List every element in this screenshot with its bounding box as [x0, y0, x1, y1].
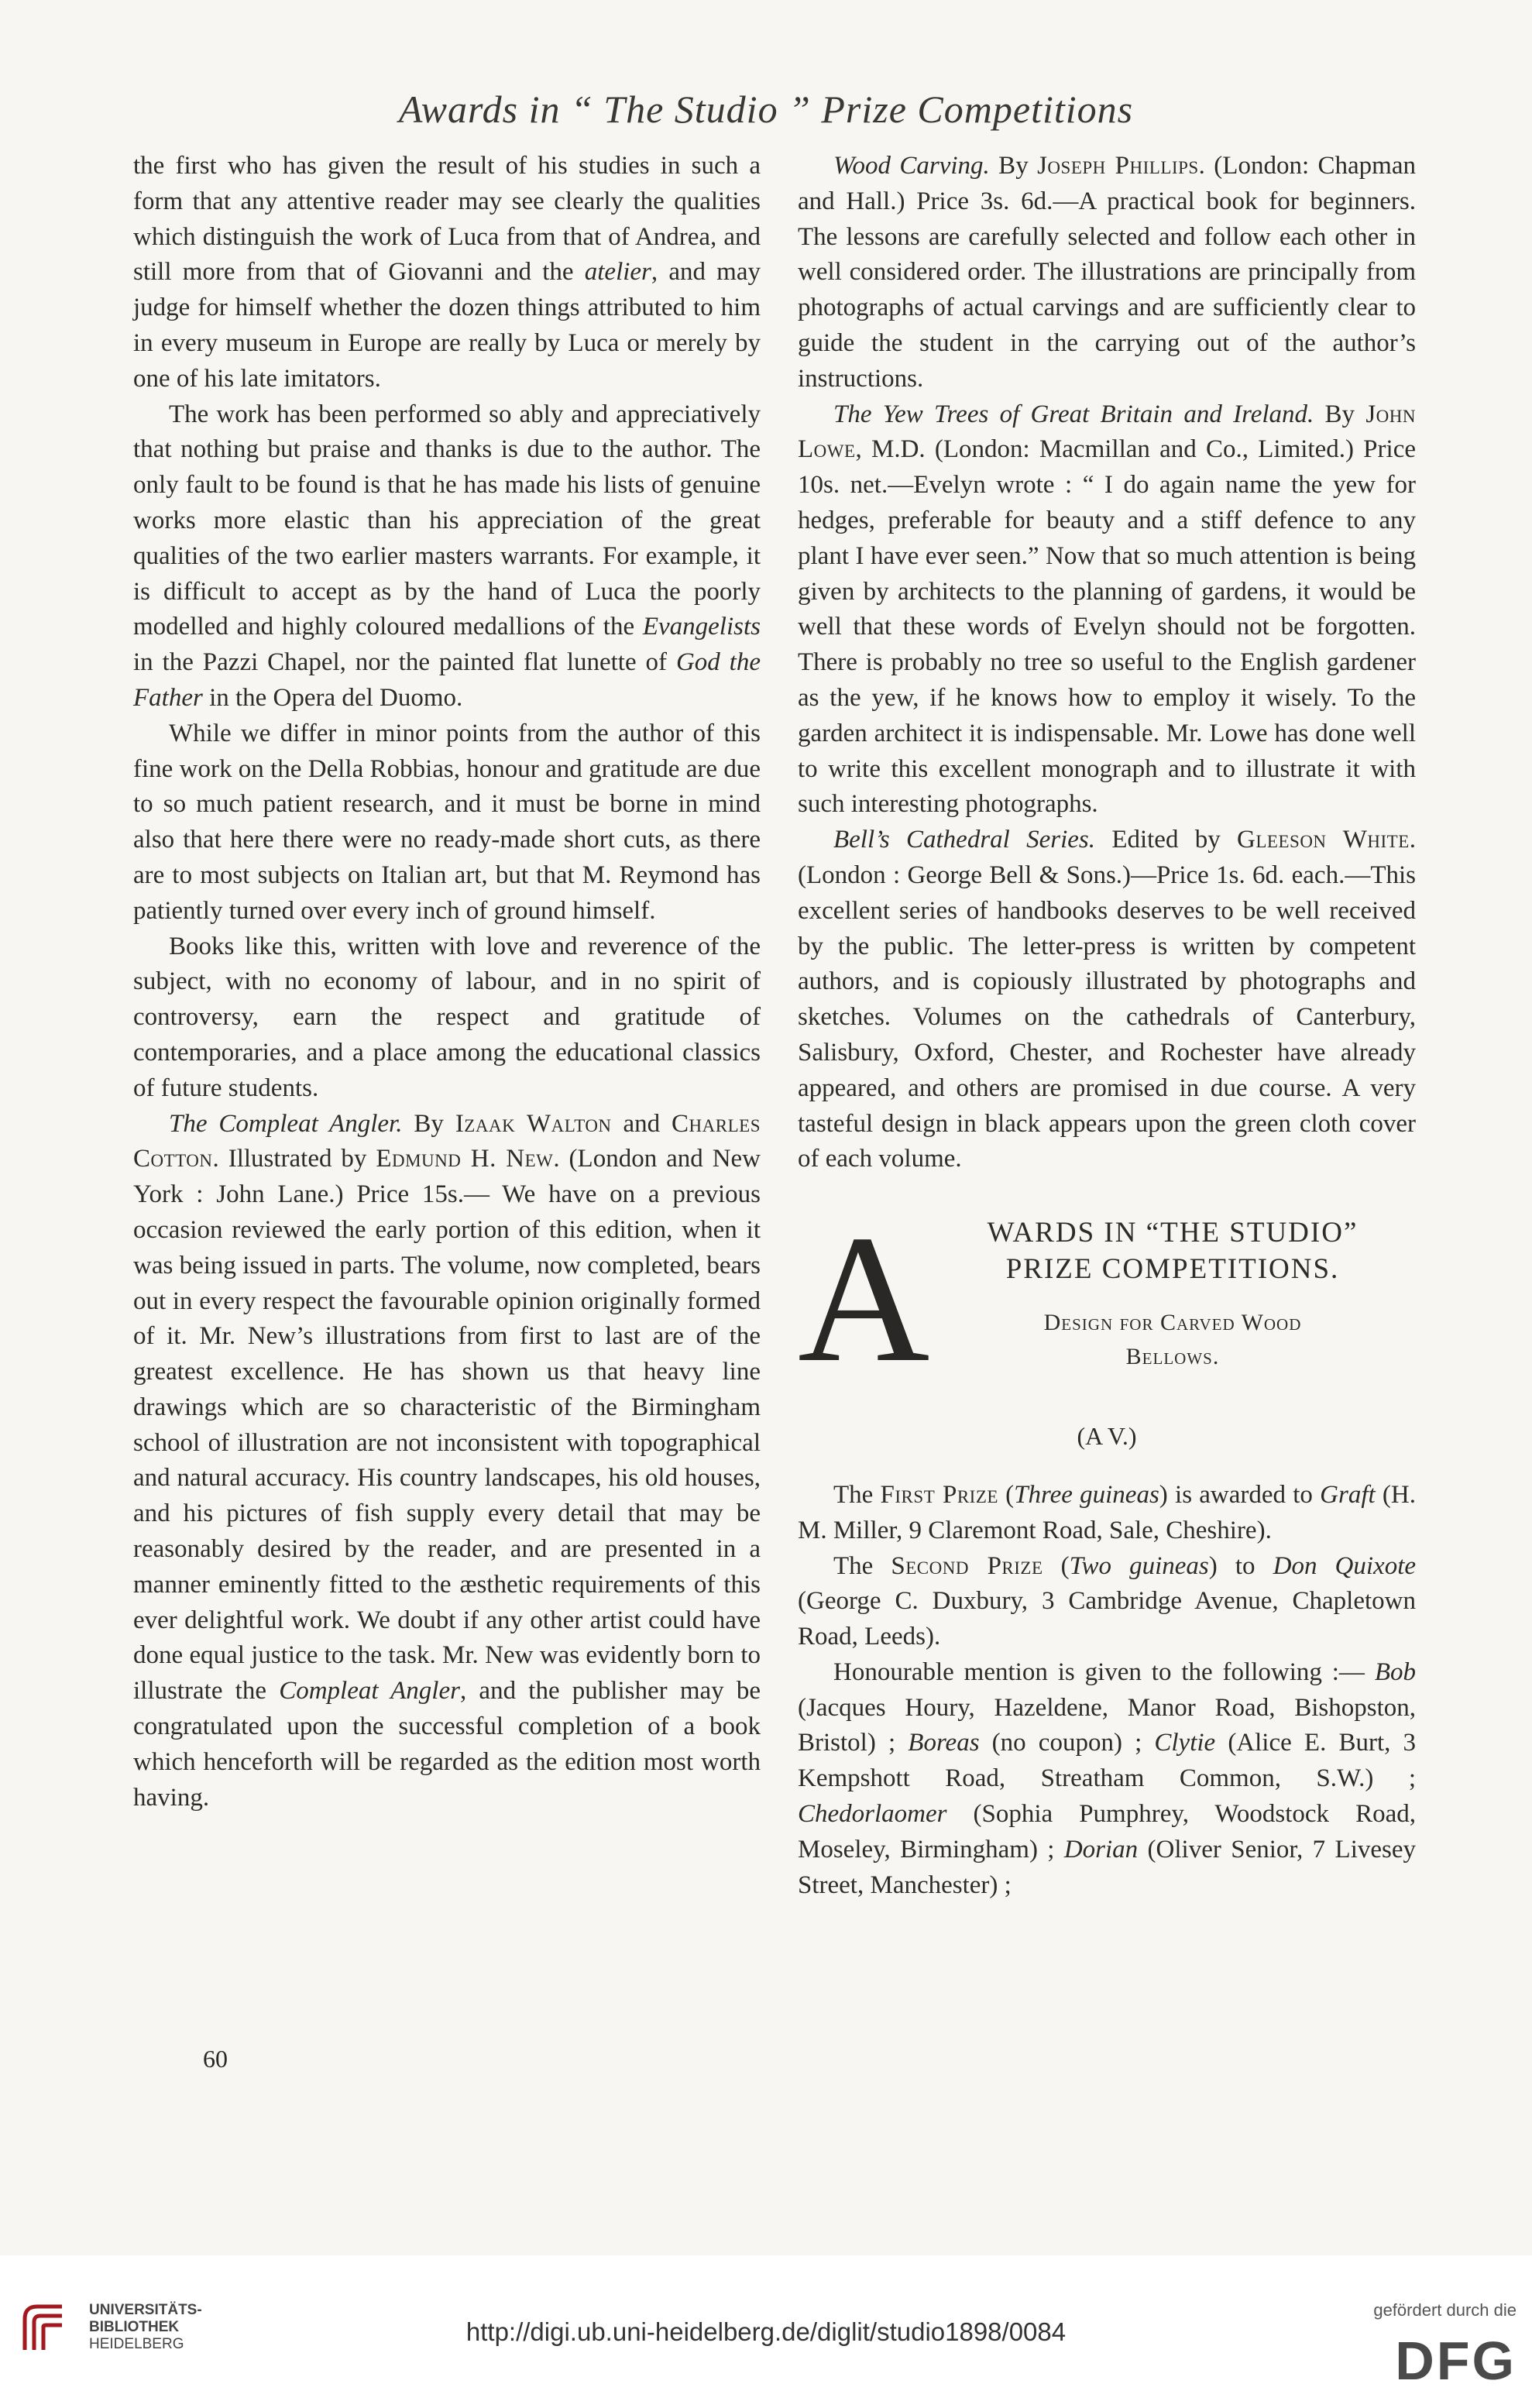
paragraph: The work has been performed so ably and appreciatively that nothing but praise and thanks is due to the author. The only fault to be found is that he has made his lists of genuine works more elastic than his appreciation of the great qualities of the two earlier masters warrants. For example, it is difficult to accept as by the hand of Luca the poorly modelled and highly coloured medallions of the Evangelists in the Pazzi Chapel, nor the painted flat lunette of God the Father in the Opera del Duomo. [133, 400, 761, 712]
left-column [133, 149, 761, 1815]
funding-note: gefördert durch die [1373, 2300, 1517, 2320]
paragraph: the first who has given the result of his studies in such a form that any attentive reader may see clearly the qualities which distinguish the work of Luca from that of Andrea, and still more from that of Giovanni and the atelier, and may judge for himself whether the dozen things attributed to him in every museum in Europe are really by Luca or merely by one of his late imitators. [133, 152, 761, 393]
competition-code: (A V.) [1077, 1422, 1137, 1451]
first-prize: The First Prize (Three guineas) is awarded to Graft (H. M. Miller, 9 Claremont Road, Sale, Cheshire). [798, 1480, 1416, 1544]
paragraph: While we differ in minor points from the author of this fine work on the Della Robbias, honour and gratitude are due to so much patient research, and it must be borne in mind also that here there were no ready-made short cuts, as there are to most subjects on Italian art, but that M. Reymond has patiently turned over every inch of ground himself. [133, 719, 761, 925]
running-head: Awards in “ The Studio ” Prize Competitions [398, 88, 1134, 131]
page-number: 60 [203, 2045, 228, 2073]
review-yew-trees: The Yew Trees of Great Britain and Ireland. By John Lowe, M.D. (London: Macmillan and Co., Limited.) Price 10s. net.—Evelyn wrote : “ I do again name the yew for hedges, preferable for beauty and a stiff defence to any plant I have ever seen.” Now that so much attention is being given by architects to the planning of gardens, it would be well that these words of Evelyn should not be forgotten. There is probably no tree so useful to the English gardener as the yew, if he knows how to employ it wisely. To the garden architect it is indispensable. Mr. Lowe has done well to write this excellent monograph and to illustrate it with such interesting photographs. [798, 400, 1416, 819]
dfg-logo: DFG [1395, 2331, 1517, 2391]
awards-title: WARDS IN “THE STUDIO” PRIZE COMPETITIONS. Design for Carved Wood Bellows. [929, 1214, 1416, 1374]
honourable-mention: Honourable mention is given to the following :— Bob (Jacques Houry, Hazeldene, Manor Road, Bishopston, Bristol) ; Boreas (no coupon) ; Clytie (Alice E. Burt, 3 Kempshott Road, Streatham Common, S.W.) ; Chedorlaomer (Sophia Pumphrey, Woodstock Road, Moseley, Birmingham) ; Dorian (Oliver Senior, 7 Livesey Street, Manchester) ; [798, 1657, 1417, 1899]
right-column [798, 149, 1416, 1903]
review-wood-carving: Wood Carving. By Joseph Phillips. (London: Chapman and Hall.) Price 3s. 6d.—A practical book for beginners. The lessons are carefully selected and follow each other in well considered order. The illustrations are principally from photographs of actual carvings and are sufficiently clear to guide the student in the carrying out of the author’s instructions. [798, 152, 1416, 393]
awards-heading [798, 1198, 1416, 1424]
second-prize: The Second Prize (Two guineas) to Don Quixote (George C. Duxbury, 3 Cambridge Avenue, Chapletown Road, Leeds). [798, 1551, 1417, 1651]
permalink[interactable]: http://digi.ub.uni-heidelberg.de/diglit/studio1898/0084 [465, 2317, 1067, 2346]
drop-cap: A [798, 1198, 930, 1401]
review-bells-cathedral: Bell’s Cathedral Series. Edited by Gleeson White. (London : George Bell & Sons.)—Price 1s. 6d. each.—This excellent series of handbooks deserves to be well received by the public. The letter-press is written by competent authors, and is copiously illustrated by photographs and sketches. Volumes on the cathedrals of Canterbury, Salisbury, Oxford, Chester, and Rochester have already appeared, and others are promised in due course. A very tasteful design in black appears upon the green cloth cover of each volume. [798, 826, 1416, 1173]
competition-subtitle: Design for Carved Wood Bellows. [1043, 1310, 1302, 1370]
review-compleat-angler: The Compleat Angler. By Izaak Walton and Charles Cotton. Illustrated by Edmund H. New. (London and New York : John Lane.) Price 15s.— We have on a previous occasion reviewed the early portion of this edition, when it was being issued in parts. The volume, now completed, bears out in every respect the favourable opinion originally formed of it. Mr. New’s illustrations from first to last are of the greatest excellence. He has shown us that heavy line drawings which are so characteristic of the Birmingham school of illustration are not inconsistent with topographical and natural accuracy. His country landscapes, his old houses, and his pictures of fish supply every detail that may be reasonably desired by the reader, and are presented in a manner eminently fitted to the æsthetic requirements of this ever delightful work. We doubt if any other artist could have done equal justice to the task. Mr. New was evidently born to illustrate the Compleat Angler, and the publisher may be congratulated upon the successful completion of a book which henceforth will be regarded as the edition most worth having. [133, 1109, 761, 1812]
library-name: UNIVERSITÄTS- BIBLIOTHEK HEIDELBERG [89, 2302, 202, 2352]
digitization-footer [0, 2255, 1532, 2408]
paragraph: Books like this, written with love and reverence of the subject, with no economy of labour, and in no spirit of controversy, earn the respect and gratitude of contemporaries, and a place among the educational classics of future students. [133, 932, 761, 1102]
